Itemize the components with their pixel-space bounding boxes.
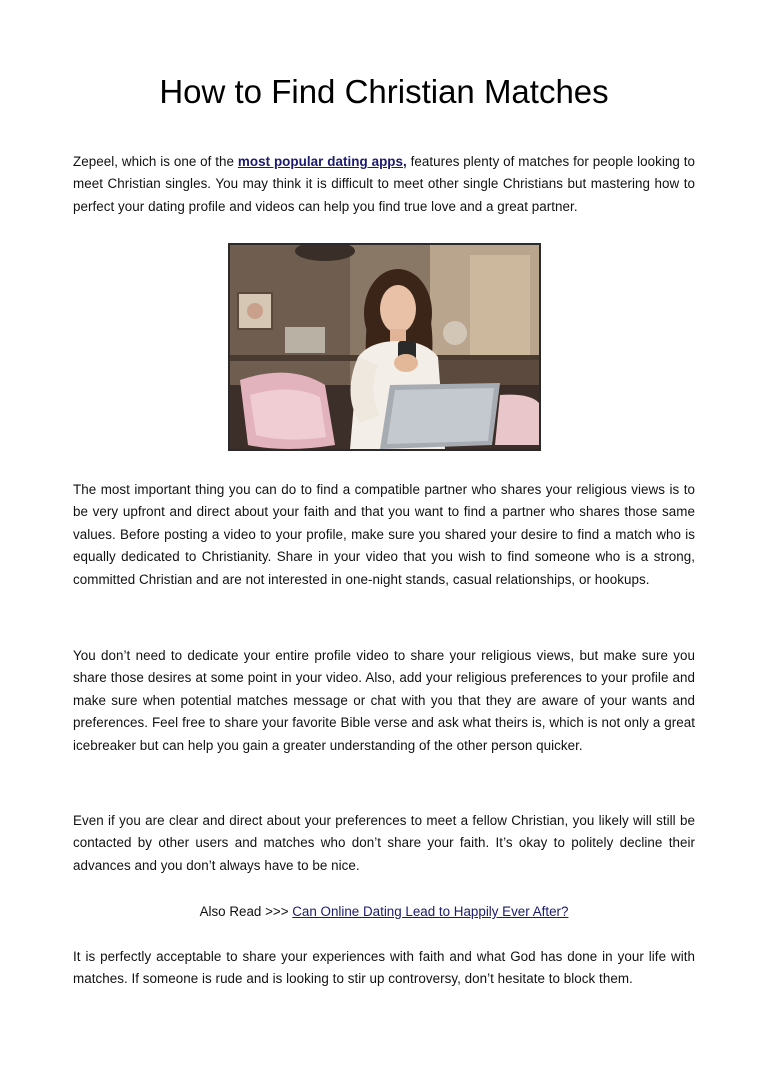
intro-text-before-link: Zepeel, which is one of the [73,154,238,169]
intro-paragraph [73,151,695,218]
woman-phone-laptop-icon [230,245,539,449]
body-paragraph-3: Even if you are clear and direct about your preferences to meet a fellow Christian, you likely will still be contacted by other users and matches who don’t share your faith. It’s okay to politely decline their advances and you don’t always have to be nice. [73,813,695,873]
body-paragraph-1: The most important thing you can do to find a compatible partner who shares your religious views is to be very upfront and direct about your faith and that you want to find a partner who shares those same values. Before posting a video to your profile, make sure you shared your desire to find a match who is equally dedicated to Christianity. Share in your video that you wish to find someone who is a strong, committed Christian and are not interested in one-night stands, casual relationships, or hookups. [73,482,695,587]
also-read-link[interactable]: Can Online Dating Lead to Happily Ever After? [292,904,569,919]
also-read-line [0,901,768,923]
body-paragraph-2: You don’t need to dedicate your entire profile video to share your religious views, but make sure you share those desires at some point in your video. Also, add your religious preferences to your profile and make sure when potential matches message or chat with you that they are aware of your wants and preferences. Feel free to share your favorite Bible verse and ask what theirs is, which is not only a great icebreaker but can help you gain a greater understanding of the other person quicker. [73,648,695,753]
intro-text-after-link: features plenty of matches for people looking to meet Christian singles. You may think it is difficult to meet other single Christians but mastering how to perfect your dating profile and videos can help you find true love and a great partner. [73,154,695,214]
also-read-prefix: Also Read >>> [199,904,293,919]
most-popular-dating-apps-link[interactable]: most popular dating apps, [237,154,407,169]
page-title: How to Find Christian Matches [159,73,609,110]
article-photo [228,243,541,451]
final-paragraph: It is perfectly acceptable to share your experiences with faith and what God has done in your life with matches. If someone is rude and is looking to stir up controversy, don’t hesitate to block them. [73,949,695,987]
